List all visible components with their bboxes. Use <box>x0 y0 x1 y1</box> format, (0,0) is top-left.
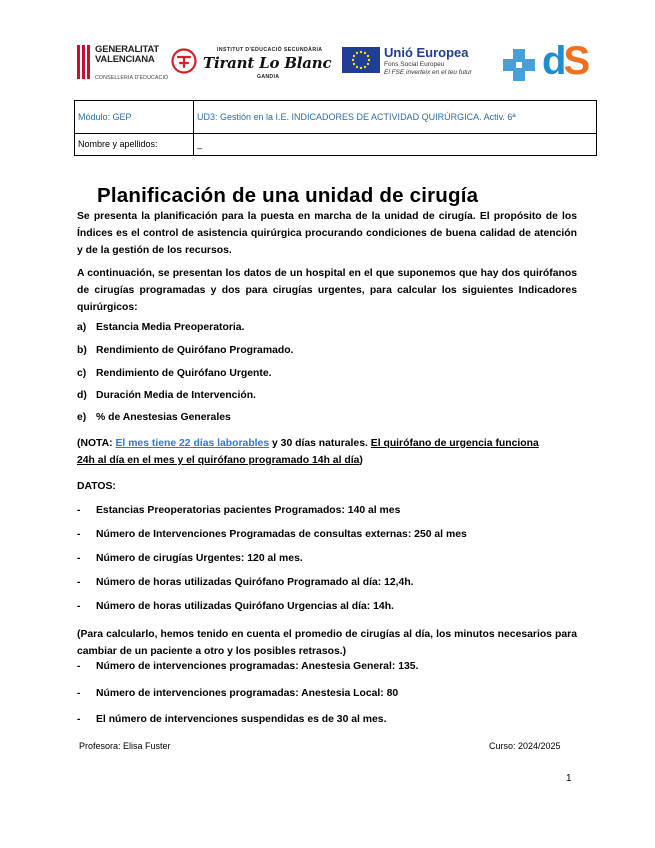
indicator-marker: a) <box>77 322 87 333</box>
tirant-place: GANDIA <box>257 74 280 80</box>
eu-logo <box>342 45 494 79</box>
modulo-cell: Módulo: GEP <box>75 101 194 134</box>
indicator-text: Duración Media de Intervención. <box>96 390 256 401</box>
generalitat-shield-icon <box>76 44 92 80</box>
indicator-marker: e) <box>77 412 87 423</box>
indicator-item <box>77 390 256 401</box>
datos2-text: Número de intervenciones programadas: Anestesia Local: 80 <box>96 688 399 699</box>
footer-teacher: Profesora: Elisa Fuster <box>79 741 171 751</box>
indicator-text: Estancia Media Preoperatoria. <box>96 322 245 333</box>
continuation-paragraph: A continuación, se presentan los datos de un hospital en el que suponemos que hay dos quirófanos de cirugías programadas y dos para cirugías urgentes, para calcular los siguientes Indicadores quirúrgicos: <box>77 268 577 313</box>
indicator-text: Rendimiento de Quirófano Programado. <box>96 345 294 356</box>
datos-item <box>77 577 414 588</box>
tirant-emblem-icon <box>171 48 197 74</box>
calculation-note: (Para calcularlo, hemos tenido en cuenta el promedio de cirugías al día, los minutos necesarios para cambiar de un paciente a otro y los posibles retrasos.) <box>77 629 577 657</box>
nota-line1 <box>77 438 539 449</box>
tirant-school-type: INSTITUT D'EDUCACIÓ SECUNDÀRIA <box>217 47 323 53</box>
indicator-marker: d) <box>77 390 87 401</box>
bullet-dash: - <box>77 577 81 588</box>
indicator-item <box>77 412 231 423</box>
datos-item <box>77 553 303 564</box>
tirant-name: Tirant Lo Blanc <box>203 54 332 72</box>
sanitat-logo <box>501 39 591 85</box>
datos-text: Estancias Preoperatorias pacientes Programados: 140 al mes <box>96 505 401 516</box>
datos2-text: El número de intervenciones suspendidas es de 30 al mes. <box>96 714 387 725</box>
indicator-text: % de Anestesias Generales <box>96 412 231 423</box>
datos-item <box>77 529 467 540</box>
datos2-item <box>77 661 418 672</box>
generalitat-logo <box>76 44 168 84</box>
nota-mid: y 30 días naturales. <box>269 438 371 449</box>
bullet-dash: - <box>77 688 81 699</box>
tirant-logo <box>171 47 332 83</box>
datos2-item <box>77 688 398 699</box>
eu-subtitle: Fons Social Europeu <box>384 61 445 68</box>
gva-line2: VALENCIANA <box>95 54 155 65</box>
bullet-dash: - <box>77 714 81 725</box>
ds-logo <box>542 39 587 84</box>
nota-link[interactable]: El mes tiene 22 días laborables <box>115 438 270 449</box>
indicator-marker: b) <box>77 345 87 356</box>
datos-item <box>77 505 400 516</box>
footer-course: Curso: 2024/2025 <box>489 741 561 751</box>
nota-underlined2: 24h al día en el mes y el quirófano programado 14h al día <box>77 455 360 466</box>
nota-line2 <box>77 455 363 466</box>
eu-title: Unió Europea <box>384 45 469 60</box>
page-number: 1 <box>566 773 572 784</box>
nota-suffix: ) <box>359 455 363 466</box>
nombre-label: Nombre y apellidos: <box>75 133 194 155</box>
nota-prefix: (NOTA: <box>77 438 116 449</box>
datos-item <box>77 601 394 612</box>
gva-line1: GENERALITAT <box>95 44 159 55</box>
bullet-dash: - <box>77 661 81 672</box>
indicator-text: Rendimiento de Quirófano Urgente. <box>96 368 272 379</box>
bullet-dash: - <box>77 505 81 516</box>
health-cross-icon <box>501 47 537 83</box>
ds-letter-d: d <box>542 39 564 83</box>
gva-subtitle: CONSELLERIA D'EDUCACIÓ <box>95 75 169 81</box>
bullet-dash: - <box>77 553 81 564</box>
datos-text: Número de cirugías Urgentes: 120 al mes. <box>96 553 303 564</box>
datos-heading: DATOS: <box>77 481 116 492</box>
datos-text: Número de horas utilizadas Quirófano Urgencias al día: 14h. <box>96 601 394 612</box>
datos2-item <box>77 714 386 725</box>
nombre-field[interactable]: _ <box>194 133 597 155</box>
page-title: Planificación de una unidad de cirugía <box>97 184 479 207</box>
eu-flag-icon <box>342 47 380 73</box>
indicator-item <box>77 322 244 333</box>
bullet-dash: - <box>77 601 81 612</box>
eu-slogan: El FSE inverteix en el teu futur <box>384 69 472 76</box>
intro-paragraph: Se presenta la planificación para la puesta en marcha de la unidad de cirugía. El propósito de los Índices es el control de asistencia quirúrgica procurando condiciones de buena calidad de atención y de la gestión de los recursos. <box>77 211 577 256</box>
indicator-item <box>77 368 272 379</box>
indicator-marker: c) <box>77 368 87 379</box>
datos-text: Número de horas utilizadas Quirófano Programado al día: 12,4h. <box>96 577 414 588</box>
datos2-text: Número de intervenciones programadas: Anestesia General: 135. <box>96 661 419 672</box>
header-table <box>74 100 597 156</box>
nota-underlined1: El quirófano de urgencia funciona <box>370 438 539 449</box>
indicator-item <box>77 345 293 356</box>
unit-cell: UD3: Gestión en la I.E. INDICADORES DE ACTIVIDAD QUIRÚRGICA. Activ. 6ª <box>194 101 597 134</box>
bullet-dash: - <box>77 529 81 540</box>
ds-letter-s: S <box>563 39 588 83</box>
datos-text: Número de Intervenciones Programadas de consultas externas: 250 al mes <box>96 529 467 540</box>
